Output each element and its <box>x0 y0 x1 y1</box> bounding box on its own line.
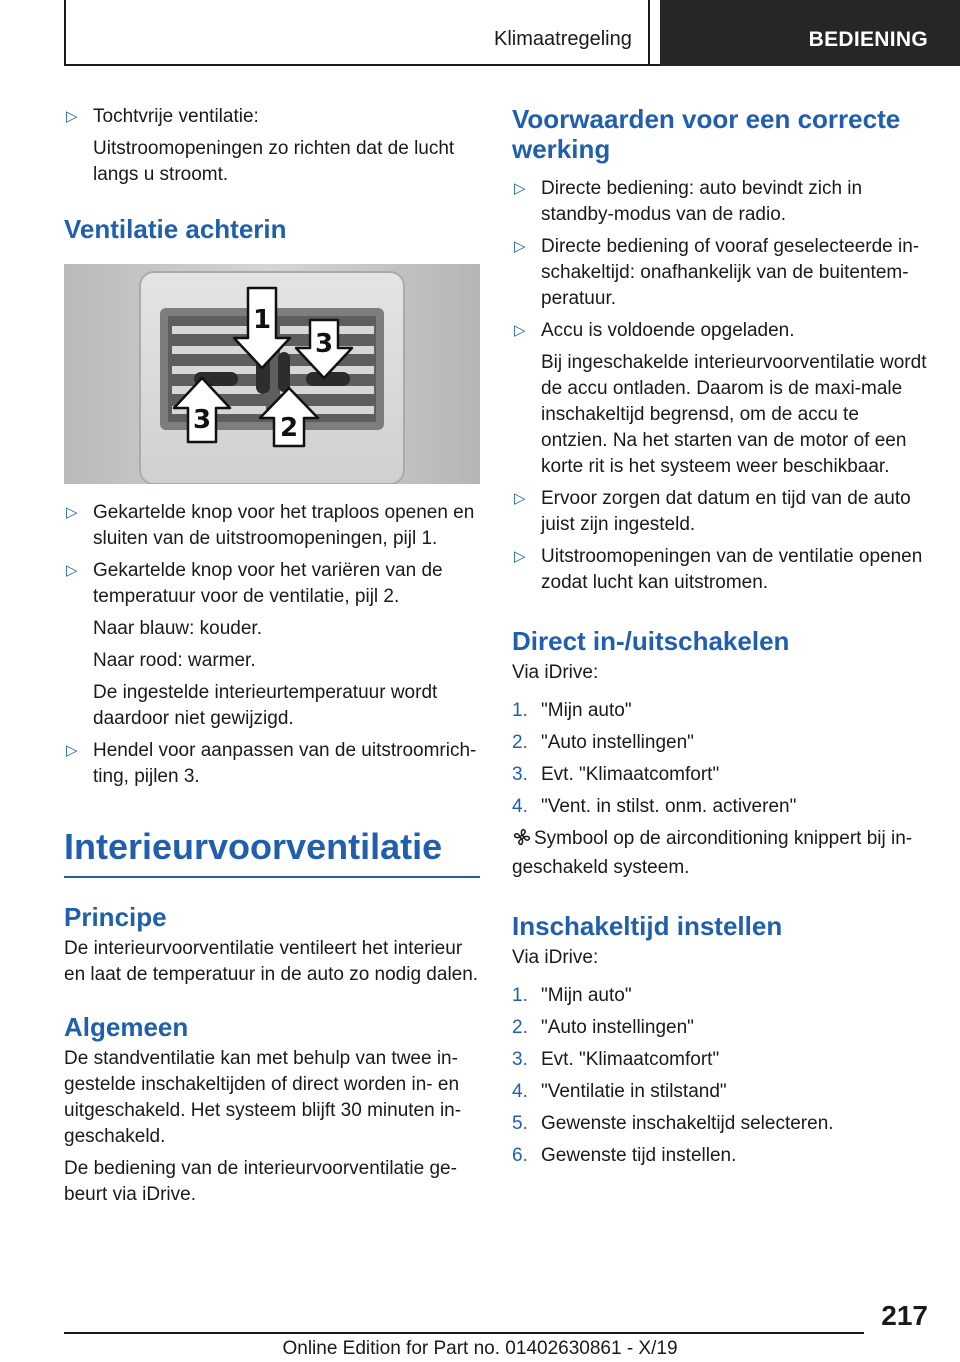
callout-label-3-left: 3 <box>192 405 212 435</box>
left-column <box>64 104 480 1208</box>
bullet-text: Hendel voor aanpassen van de uitstroomrich-ting, pijlen 3. <box>93 740 477 787</box>
step-number: 4. <box>512 796 528 817</box>
triangle-bullet-icon: ▷ <box>66 562 78 579</box>
bullet-text: Gekartelde knop voor het variëren van de temperatuur voor de ventilatie, pijl 2. <box>93 560 443 607</box>
header-section-title: Klimaatregeling <box>494 28 632 50</box>
step-text: "Vent. in stilst. onm. activeren" <box>541 796 797 817</box>
triangle-bullet-icon: ▷ <box>66 108 78 125</box>
bullet-3 <box>64 738 480 790</box>
step-number: 1. <box>512 985 528 1006</box>
bullet-text: Directe bediening: auto bevindt zich in standby-modus van de radio. <box>541 178 863 225</box>
step-number: 3. <box>512 1049 528 1070</box>
page-number: 217 <box>881 1300 928 1331</box>
step-text: "Ventilatie in stilstand" <box>541 1081 727 1102</box>
vent-bullets <box>64 500 480 790</box>
callout-label-1: 1 <box>252 305 272 335</box>
step-4 <box>512 794 928 820</box>
bullet-4 <box>512 486 928 538</box>
rear-vent-illustration <box>64 264 480 484</box>
bullet-2 <box>64 558 480 610</box>
heading-voorwaarden: Voorwaarden voor een correcte werking <box>512 104 901 164</box>
triangle-bullet-icon: ▷ <box>514 548 526 565</box>
fan-icon <box>512 827 534 855</box>
bullet-3-sub: Bij ingeschakelde interieurvoorventilatie wordt de accu ontladen. Daarom is de maxi-male inschakeltijd begrensd, om de accu te ontzien. Na het starten van de motor of een korte rit is het systeem weer beschikbaar. <box>541 352 927 477</box>
triangle-bullet-icon: ▷ <box>66 504 78 521</box>
step-3 <box>512 762 928 788</box>
step-2 <box>512 1015 928 1041</box>
step-number: 3. <box>512 764 528 785</box>
footer-rule <box>64 1332 864 1334</box>
step-number: 1. <box>512 700 528 721</box>
step-number: 4. <box>512 1081 528 1102</box>
heading-rule <box>64 876 480 878</box>
step-number: 2. <box>512 1017 528 1038</box>
bullet-text: Directe bediening of vooraf geselecteerde in-schakeltijd: onafhankelijk van de buitentem-peratuur. <box>541 236 920 309</box>
bullet-1 <box>512 176 928 228</box>
heading-algemeen: Algemeen <box>64 1012 189 1042</box>
bullet-2 <box>512 234 928 312</box>
step-text: "Mijn auto" <box>541 700 632 721</box>
step-4 <box>512 1079 928 1105</box>
bullet-3 <box>512 318 928 344</box>
step-1 <box>512 983 928 1009</box>
paragraph-algemeen-2: De bediening van de interieurvoorventilatie ge-beurt via iDrive. <box>64 1158 457 1205</box>
symbol-text: Symbool op de airconditioning knippert bij in-geschakeld systeem. <box>512 828 913 878</box>
triangle-bullet-icon: ▷ <box>514 180 526 197</box>
bullet-2-sub-2: Naar rood: warmer. <box>93 650 256 671</box>
voorwaarden-bullets <box>512 176 928 596</box>
heading-principe: Principe <box>64 902 167 932</box>
header-chapter-title: BEDIENING <box>808 28 928 51</box>
bullet-text: Uitstroomopeningen van de ventilatie openen zodat lucht kan uitstromen. <box>541 546 923 593</box>
step-text: Gewenste inschakeltijd selecteren. <box>541 1113 834 1134</box>
heading-direct: Direct in-/uitschakelen <box>512 626 790 656</box>
step-text: Evt. "Klimaatcomfort" <box>541 1049 720 1070</box>
heading-ventilatie-achterin: Ventilatie achterin <box>64 214 287 244</box>
step-number: 2. <box>512 732 528 753</box>
step-6 <box>512 1143 928 1169</box>
bullet-1 <box>64 500 480 552</box>
step-text: "Auto instellingen" <box>541 732 694 753</box>
heading-interieurvoorventilatie: Interieurvoorventilatie <box>64 826 443 867</box>
triangle-bullet-icon: ▷ <box>514 238 526 255</box>
callout-label-2: 2 <box>279 413 299 443</box>
step-5 <box>512 1111 928 1137</box>
bullet-title: Tochtvrije ventilatie: <box>93 106 259 127</box>
triangle-bullet-icon: ▷ <box>66 742 78 759</box>
step-number: 6. <box>512 1145 528 1166</box>
heading-inschakeltijd: Inschakeltijd instellen <box>512 911 783 941</box>
via-idrive-1: Via iDrive: <box>512 662 599 683</box>
footer-edition: Online Edition for Part no. 01402630861 - X/19 <box>282 1338 678 1359</box>
via-idrive-2: Via iDrive: <box>512 947 599 968</box>
bullet-text: Ervoor zorgen dat datum en tijd van de auto juist zijn ingesteld. <box>541 488 911 535</box>
step-3 <box>512 1047 928 1073</box>
step-text: "Auto instellingen" <box>541 1017 694 1038</box>
triangle-bullet-icon: ▷ <box>514 490 526 507</box>
triangle-bullet-icon: ▷ <box>514 322 526 339</box>
header-chapter-tab <box>660 0 960 66</box>
callout-label-3-right: 3 <box>314 329 334 359</box>
bullet-text: Gekartelde knop voor het traploos openen en sluiten van de uitstroomopeningen, pijl 1. <box>93 502 475 549</box>
bullet-text: Accu is voldoende opgeladen. <box>541 320 795 341</box>
step-1 <box>512 698 928 724</box>
step-number: 5. <box>512 1113 528 1134</box>
step-text: Evt. "Klimaatcomfort" <box>541 764 720 785</box>
bullet-2-sub-1: Naar blauw: kouder. <box>93 618 262 639</box>
step-text: Gewenste tijd instellen. <box>541 1145 737 1166</box>
bullet-subtext: Uitstroomopeningen zo richten dat de lucht langs u stroomt. <box>93 138 455 185</box>
symbol-note <box>512 826 928 881</box>
paragraph-principe: De interieurvoorventilatie ventileert het interieur en laat de temperatuur in de auto zo nodig dalen. <box>64 938 479 985</box>
bullet-2-sub-3: De ingestelde interieurtemperatuur wordt daardoor niet gewijzigd. <box>93 682 438 729</box>
figure-rear-vents <box>64 264 480 484</box>
step-text: "Mijn auto" <box>541 985 632 1006</box>
bullet-tochtvrij <box>64 104 480 130</box>
paragraph-algemeen-1: De standventilatie kan met behulp van twee in-gestelde inschakeltijden of direct worden in- en uitgeschakeld. Het systeem blijft 30 minuten in-geschakeld. <box>64 1048 462 1147</box>
bullet-5 <box>512 544 928 596</box>
step-2 <box>512 730 928 756</box>
right-column <box>512 104 928 1175</box>
